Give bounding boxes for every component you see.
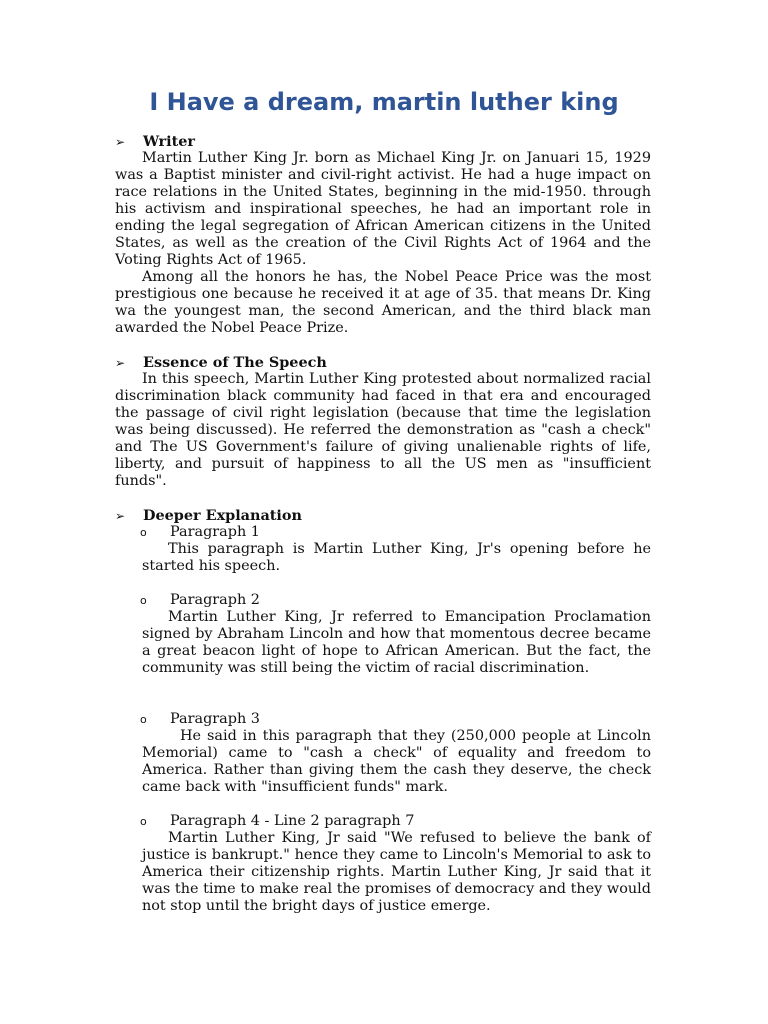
sub-item-body (142, 728, 651, 796)
sub-item-label: Paragraph 2 (170, 592, 260, 608)
circle-bullet-icon: o (140, 594, 147, 607)
writer-section-body (115, 150, 651, 337)
circle-bullet-icon: o (140, 815, 147, 828)
document-title: I Have a dream, martin luther king (149, 88, 619, 116)
sub-item-paragraph-1 (140, 524, 260, 541)
sub-item-text: Martin Luther King, Jr said "We refused to believe the bank of justice is bankrupt." hence they came to Lincoln's Memorial to ask to America their citizenship rights. Martin Luther King, Jr said that it was the time to make real the promises of democracy and they would not stop until the bright days of justice emerge. (142, 830, 651, 914)
sub-item-label: Paragraph 4 - Line 2 paragraph 7 (170, 813, 415, 829)
sub-item-text: He said in this paragraph that they (250,000 people at Lincoln Memorial) came to "cash a check" of equality and freedom to America. Rather than giving them the cash they deserve, the check came back with "insufficient funds" mark. (142, 728, 651, 795)
sub-item-label: Paragraph 3 (170, 711, 260, 727)
writer-paragraph: Martin Luther King Jr. born as Michael King Jr. on Januari 15, 1929 was a Baptist minister and civil-right activist. He had a huge impact on race relations in the United States, beginning in the mid-1950. through his activism and inspirational speeches, he had an important role in ending the legal segregation of African American citizens in the United States, as well as the creation of the Civil Rights Act of 1964 and the Voting Rights Act of 1965. (115, 150, 651, 268)
section-heading-label: Writer (143, 133, 195, 150)
arrow-bullet-icon: ➢ (115, 135, 126, 149)
section-heading-deeper-explanation (115, 507, 302, 525)
section-heading-label: Deeper Explanation (143, 507, 302, 524)
arrow-bullet-icon: ➢ (115, 509, 126, 523)
section-heading-label: Essence of The Speech (143, 354, 327, 371)
sub-item-label: Paragraph 1 (170, 524, 260, 540)
sub-item-paragraph-3 (140, 711, 260, 728)
sub-item-body (142, 830, 651, 915)
sub-item-text: Martin Luther King, Jr referred to Emancipation Proclamation signed by Abraham Lincoln and how that momentous decree became a great beacon light of hope to African American. But the fact, the community was still being the victim of racial discrimination. (142, 609, 651, 676)
sub-item-text: This paragraph is Martin Luther King, Jr's opening before he started his speech. (142, 541, 651, 574)
sub-item-paragraph-2 (140, 592, 260, 609)
writer-paragraph: Among all the honors he has, the Nobel Peace Price was the most prestigious one because he received it at age of 35. that means Dr. King wa the youngest man, the second American, and the third black man awarded the Nobel Peace Prize. (115, 269, 651, 336)
essence-section-body (115, 371, 651, 490)
circle-bullet-icon: o (140, 526, 147, 539)
section-heading-essence (115, 354, 327, 372)
circle-bullet-icon: o (140, 713, 147, 726)
arrow-bullet-icon: ➢ (115, 356, 126, 370)
essence-paragraph: In this speech, Martin Luther King protested about normalized racial discrimination black community had faced in that era and encouraged the passage of civil right legislation (because that time the legislation was being discussed). He referred the demonstration as "cash a check" and The US Government's failure of giving unalienable rights of life, liberty, and pursuit of happiness to all the US men as "insufficient funds". (115, 371, 651, 489)
sub-item-body (142, 609, 651, 677)
sub-item-paragraph-4 (140, 813, 414, 830)
sub-item-body (142, 541, 651, 575)
section-heading-writer (115, 133, 195, 151)
